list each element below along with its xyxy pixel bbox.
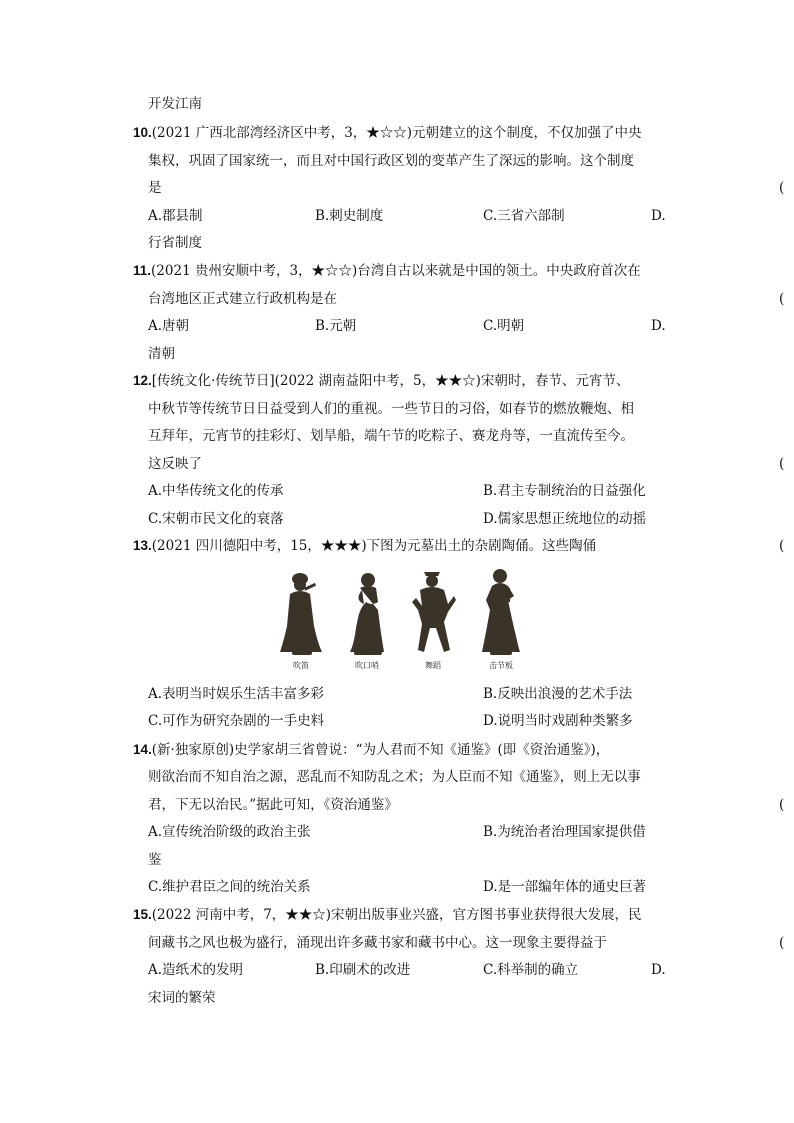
question-number: 15. [133,907,152,922]
question-number: 13. [133,538,152,553]
option-b[interactable]: B.印刷术的改进 [315,962,411,978]
option-d[interactable]: D. [651,318,666,334]
answer-paren: ( [779,797,785,813]
option-a[interactable]: A.郡县制 [148,208,203,224]
answer-paren: ( [779,180,785,196]
figurine-dance-icon [412,572,456,652]
figurine-clapper-icon [482,569,520,655]
question-stem-line: 中秋节等传统节日日益受到人们的重视。一些节日的习俗，如春节的燃放鞭炮、相 [148,401,634,417]
answer-paren: ( [779,291,785,307]
figurine-whistle-icon [350,573,384,655]
question-number: 11. [133,263,152,278]
answer-paren: ( [779,935,785,951]
option-a[interactable]: A.唐朝 [148,318,190,334]
option-d[interactable]: D. [651,208,666,224]
option-b[interactable]: B.刺史制度 [315,208,384,224]
option-d-text: 行省制度 [148,235,202,251]
question-stem-line: (2021 广西北部湾经济区中考，3，★☆☆)元朝建立的这个制度，不仅加强了中央 [151,125,642,141]
option-b[interactable]: B.为统治者治理国家提供借 [483,824,646,840]
figure-caption: 击节板 [489,661,513,670]
option-d[interactable]: D.儒家思想正统地位的动摇 [483,511,647,527]
option-a[interactable]: A.中华传统文化的传承 [148,483,284,499]
figure-caption: 舞蹈 [425,661,441,670]
question-number: 12. [133,373,152,388]
option-c[interactable]: C.可作为研究杂剧的一手史料 [148,713,325,729]
figure-caption: 吹笛 [293,661,309,670]
question-stem-line: [传统文化·传统节日](2022 湖南益阳中考，5，★★☆)宋朝时，春节、元宵节、 [151,373,630,389]
option-c[interactable]: C.科举制的确立 [483,962,579,978]
option-b[interactable]: B.君主专制统治的日益强化 [483,483,646,499]
option-c[interactable]: C.宋朝市民文化的衰落 [148,511,284,527]
option-a[interactable]: A.宣传统治阶级的政治主张 [148,824,311,840]
figurine-photo [278,566,538,674]
question-stem-line: 台湾地区正式建立行政机构是在 [148,291,337,307]
question-stem-line: 间藏书之风也极为盛行，涌现出许多藏书家和藏书中心。这一现象主要得益于 [148,935,607,951]
option-b[interactable]: B.反映出浪漫的艺术手法 [483,686,633,702]
option-d[interactable]: D.是一部编年体的通史巨著 [483,879,647,895]
option-c[interactable]: C.明朝 [483,318,525,334]
option-a[interactable]: A.表明当时娱乐生活丰富多彩 [148,686,325,702]
option-c[interactable]: C.三省六部制 [483,208,565,224]
intro-tail: 开发江南 [148,96,202,112]
option-d-text: 清朝 [148,346,175,362]
figurine-flute-icon [280,573,322,655]
question-stem-line: (2021 贵州安顺中考，3，★☆☆)台湾自古以来就是中国的领土。中央政府首次在 [151,263,641,279]
question-number: 14. [133,742,152,757]
option-d-text: 宋词的繁荣 [148,990,216,1006]
option-d[interactable]: D. [651,962,666,978]
question-stem-line: (2022 河南中考，7，★★☆)宋朝出版事业兴盛，官方图书事业获得很大发展，民 [151,907,642,923]
question-stem-line: 这反映了 [148,456,202,472]
figure-caption: 吹口哨 [355,661,379,670]
question-stem-line: 君，下无以治民。”据此可知，《资治通鉴》 [148,797,398,813]
question-stem-line: 是 [148,180,162,196]
question-stem-line: 互拜年，元宵节的挂彩灯、划旱船，端午节的吃粽子、赛龙舟等，一直流传至今。 [148,428,634,444]
question-stem-line: (2021 四川德阳中考，15，★★★)下图为元墓出土的杂剧陶俑。这些陶俑 [151,538,597,554]
question-stem-line: (新·独家原创)史学家胡三省曾说：“为人君而不知《通鉴》(即《资治通鉴》)， [151,742,610,758]
option-c[interactable]: C.维护君臣之间的统治关系 [148,879,311,895]
question-number: 10. [133,125,152,140]
option-d[interactable]: D.说明当时戏剧种类繁多 [483,713,633,729]
figurines-illustration [278,566,538,660]
answer-paren: ( [779,456,785,472]
question-stem-line: 集权，巩固了国家统一，而且对中国行政区划的变革产生了深远的影响。这个制度 [148,153,634,169]
option-a[interactable]: A.造纸术的发明 [148,962,244,978]
option-b-text: 鉴 [148,852,162,868]
option-b[interactable]: B.元朝 [315,318,357,334]
answer-paren: ( [779,538,785,554]
question-stem-line: 则欲治而不知自治之源，恶乱而不知防乱之术；为人臣而不知《通鉴》，则上无以事 [148,769,641,785]
